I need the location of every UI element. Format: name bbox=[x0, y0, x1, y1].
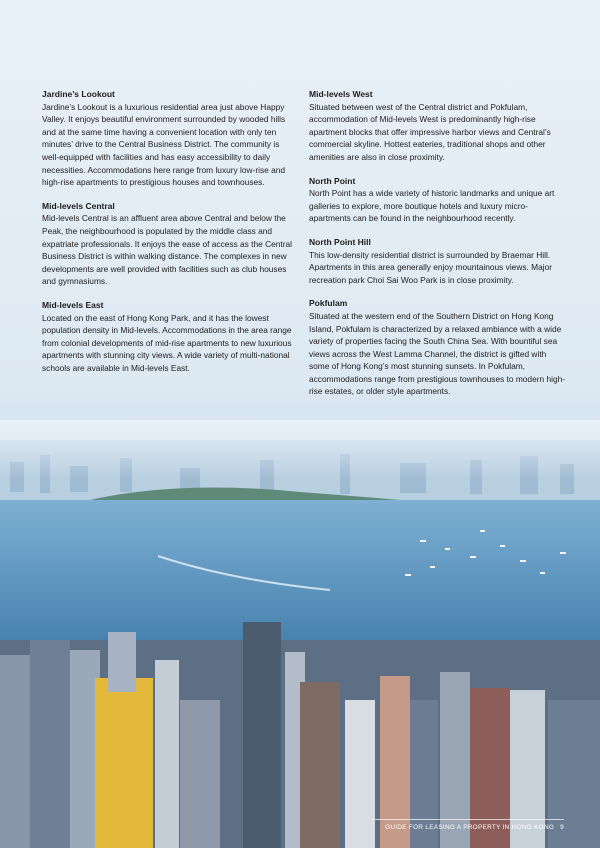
right-column bbox=[309, 88, 567, 409]
section-title: North Point Hill bbox=[309, 236, 371, 247]
section-pokfulam bbox=[309, 297, 567, 398]
section-jardines-lookout bbox=[42, 88, 296, 189]
section-title: Mid-levels East bbox=[42, 299, 104, 310]
section-title: Mid-levels West bbox=[309, 89, 373, 99]
section-body: Situated between west of the Central district and Pokfulam, accommodation of Mid-levels West is predominantly high-rise apartment blocks that offer impressive harbor views and Central’s commercial skyline. Hottest eateries, traditional shops and other amenities are also in close proximity. bbox=[309, 101, 551, 162]
section-body: Jardine’s Lookout is a luxurious residential area just above Happy Valley. It enjoys beautiful environment surrounded by wooded hills and at the same time having a convenient location with only ten minutes’ drive to the Central Business District. The community is well-equipped with facilities and has easy accessibility to daily necessities. Accommodations here range from luxury low-rise and high-rise apartments to prestigious houses and townhouses. bbox=[42, 101, 286, 188]
left-column bbox=[42, 88, 296, 385]
section-body: This low-density residential district is surrounded by Braemar Hill. Apartments in this area generally enjoy mountainous views. Major recreation park Choi Sai Woo Park is in close proximity. bbox=[309, 249, 553, 285]
section-north-point bbox=[309, 175, 567, 225]
section-body: Mid-levels Central is an affluent area above Central and below the Peak, the neighbourhood is populated by the middle class and expatriate professionals. It enjoys the ease of access as the Central Business District is within walking distance. The complexes in new developments are well provided with facilities such as club houses and gymnasiums. bbox=[42, 213, 292, 287]
section-mid-levels-east bbox=[42, 299, 296, 375]
section-body: Situated at the western end of the Southern District on Hong Kong Island, Pokfulam is characterized by a relaxed ambiance with a wide variety of properties facing the South China Sea. With bountiful sea views across the West Lamma Channel, the district is gifted with some of Hong Kong’s most stunning sunsets. In Pokfulam, accommodations range from prestigious townhouses to modern high-rise estates, or older style apartments. bbox=[309, 310, 566, 397]
section-title: Jardine’s Lookout bbox=[42, 89, 115, 99]
section-mid-levels-central bbox=[42, 200, 296, 288]
section-north-point-hill bbox=[309, 236, 567, 286]
foreground-skyline bbox=[0, 622, 600, 848]
section-title: Pokfulam bbox=[309, 298, 348, 309]
section-body: Located on the east of Hong Kong Park, and it has the lowest population density in Mid-levels. Accommodations in the area range from colonial developments of mid-rise apartments to new luxurious apartments with stunning city views. A wide variety of multi-national schools are available in Mid-levels East. bbox=[42, 312, 292, 373]
page-number: 9 bbox=[560, 824, 564, 831]
section-title: Mid-levels Central bbox=[42, 200, 115, 211]
section-title: North Point bbox=[309, 175, 356, 186]
section-body: North Point has a wide variety of historic landmarks and unique art galleries to explore, more boutique hotels and luxury micro-apartments can be found in the neighbourhood recently. bbox=[309, 188, 555, 224]
section-mid-levels-west bbox=[309, 88, 567, 164]
page-footer bbox=[372, 819, 564, 831]
guide-title: GUIDE FOR LEASING A PROPERTY IN HONG KONG bbox=[385, 824, 555, 831]
